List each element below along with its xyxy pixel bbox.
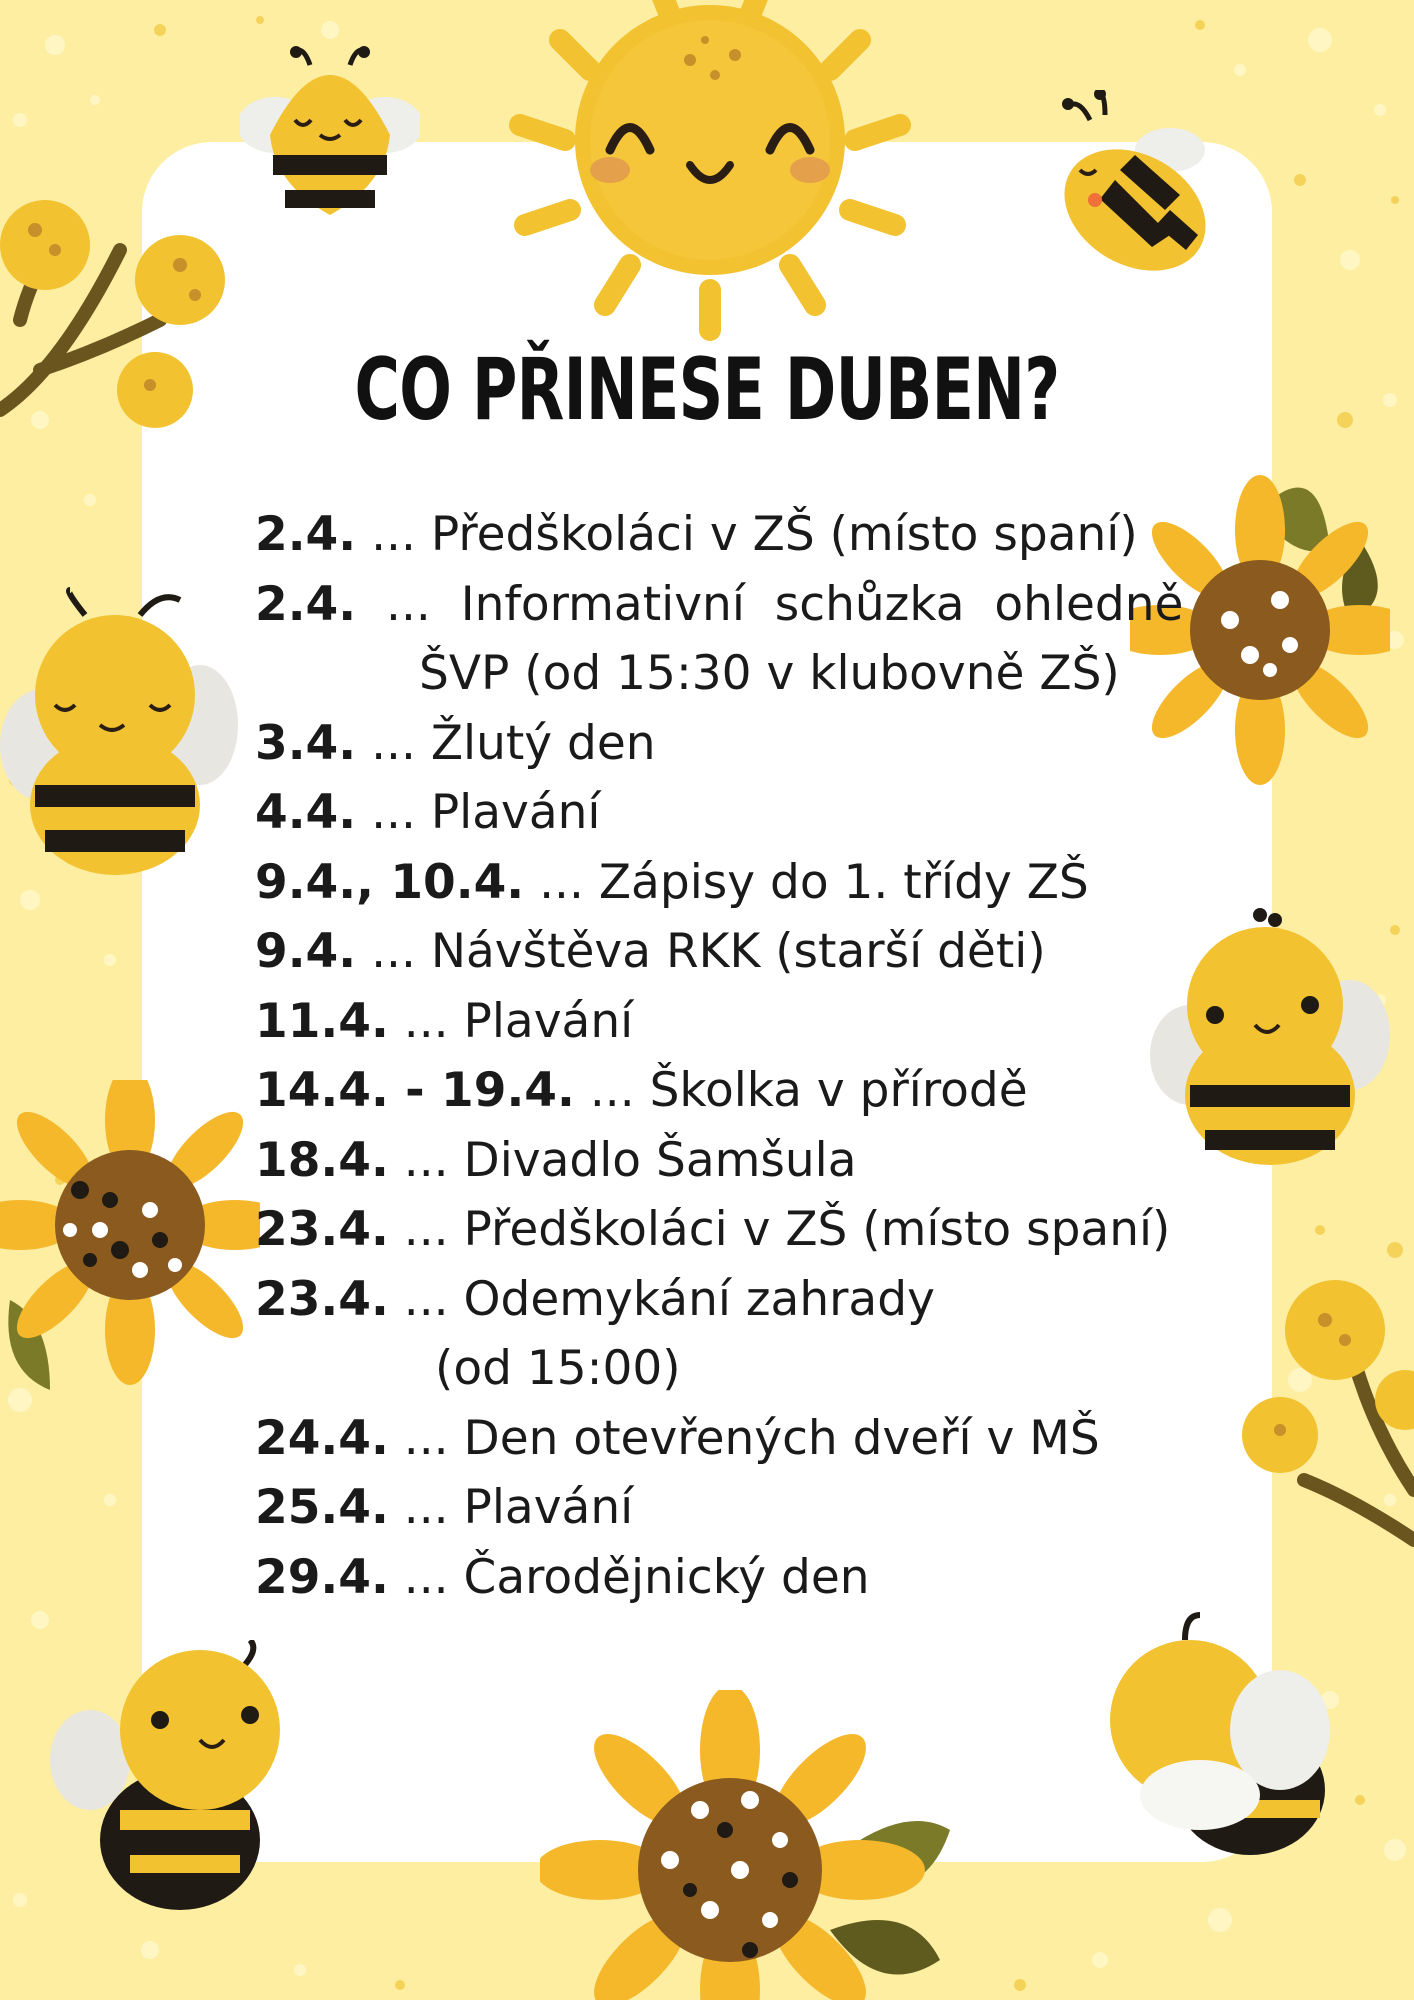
event-item [255,1265,1215,1404]
event-text: ... Informativní schůzka ohledně [356,576,1184,632]
event-item [255,1126,1215,1196]
event-text: ... Divadlo Šamšula [388,1132,857,1188]
bee-icon [1100,1610,1330,1870]
event-text: ... Odemykání zahrady [388,1271,935,1327]
event-date: 18.4. [255,1132,389,1188]
event-date: 23.4. [255,1271,389,1327]
event-text: ... Plavání [356,785,601,840]
event-item [255,778,1215,848]
bee-icon [50,1640,290,1920]
event-text: ... Školka v přírodě [574,1063,1028,1118]
event-item [255,1195,1215,1265]
event-date: 11.4. [255,993,389,1049]
event-date: 2.4. [255,507,357,562]
event-text: ... Den otevřených dveří v MŠ [388,1410,1100,1466]
event-item [255,1473,1215,1543]
event-item [255,500,1215,570]
event-text: ... Předškoláci v ZŠ (místo spaní) [356,507,1138,562]
event-text: ... Plavání [388,1480,634,1535]
event-text: ... Žlutý den [356,715,656,771]
event-date: 23.4. [255,1202,389,1257]
event-date: 3.4. [255,715,357,771]
event-list [255,500,1215,1612]
event-item [255,987,1215,1057]
page-title: CO PŘINESE DUBEN? [354,340,1060,440]
bee-icon [240,45,420,235]
event-text-continuation: (od 15:00) [435,1341,681,1396]
sunflower-icon [540,1690,960,2000]
event-date: 2.4. [255,576,357,632]
event-date: 24.4. [255,1410,389,1466]
event-date: 25.4. [255,1480,389,1535]
sun-icon [480,0,940,350]
event-item [255,1404,1215,1474]
event-text: ... Návštěva RKK (starší děti) [356,924,1046,979]
event-text: ... Zápisy do 1. třídy ZŠ [524,854,1089,910]
event-date: 29.4. [255,1549,389,1605]
event-date: 14.4. - 19.4. [255,1063,575,1118]
event-item [255,709,1215,779]
event-date: 9.4., 10.4. [255,854,525,910]
event-item [255,1056,1215,1126]
flower-branch-icon [1240,1280,1414,1560]
event-item [255,848,1215,918]
sunflower-icon [0,1080,260,1390]
bee-icon [1040,90,1220,280]
event-item [255,570,1215,709]
event-text: ... Předškoláci v ZŠ (místo spaní) [388,1202,1171,1257]
event-date: 4.4. [255,785,357,840]
event-date: 9.4. [255,924,357,979]
event-item [255,1543,1215,1613]
event-text: ... Plavání [388,993,634,1049]
bee-icon [0,585,240,875]
event-text: ... Čarodějnický den [388,1549,870,1605]
event-text-continuation: ŠVP (od 15:30 v klubovně ZŠ) [419,646,1120,701]
event-item [255,917,1215,987]
